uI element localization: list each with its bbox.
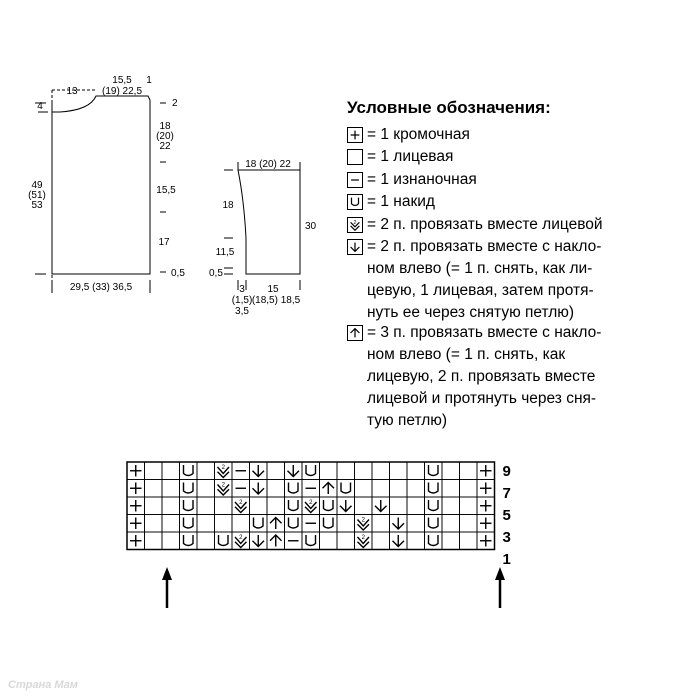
svg-text:2: 2 [361,517,365,524]
chart-cell [302,462,320,480]
chart-cell [302,515,320,533]
back-top-mid-sizes: (19) 22,5 [101,86,143,97]
back-total-height-3: 53 [31,200,43,211]
chart-cell [285,462,303,480]
chart-cell [232,497,250,515]
chart-cell [145,462,163,480]
row-number: 3 [502,529,511,546]
back-total-height-2: (51) [28,190,46,201]
svg-text:2: 2 [239,535,243,541]
chart-cell [145,515,163,533]
back-shoulder-drop: 2 [172,98,178,109]
chart-cell [302,532,320,550]
chart-cell [407,515,425,533]
chart-cell [180,480,198,498]
chart-cell [215,532,233,550]
chart-cell [180,515,198,533]
legend-title: Условные обозначения: [347,98,551,117]
chart-cell [320,532,338,550]
sleeve-upper-left: 18 [222,200,234,211]
chart-cell [162,515,180,533]
chart-cell [390,462,408,480]
chart-cell [197,462,215,480]
chart-cell [267,497,285,515]
chart-cell [407,462,425,480]
legend-item-text: = 1 изнаночная [367,171,477,188]
legend-item-text: = 1 лицевая [367,148,454,165]
legend-item-text: = 2 п. провязать вместе лицевой [367,216,603,233]
chart-cell [337,532,355,550]
legend-item-text: = 2 п. провязать вместе с накло- ном влево (= 1 п. снять, как ли- цевую, 1 лицевая, затем протя- нуть ее через снятую петлю) [367,238,602,321]
chart-cell [355,462,373,480]
chart-cell [442,532,460,550]
arrow-right-icon [495,567,505,608]
chart-cell [232,462,250,480]
sleeve-bottom-small-1: 3 [239,284,245,295]
chart-cell [320,480,338,498]
chart-cell [442,497,460,515]
chart-cell [425,515,443,533]
chart-cell [355,497,373,515]
chart-cell [145,497,163,515]
svg-text:2: 2 [221,482,225,489]
chart-cell [460,462,478,480]
watermark: Страна Мам [8,679,78,691]
legend-item-text: = 1 кромочная [367,126,470,143]
chart-cell [180,497,198,515]
chart-cell [215,497,233,515]
chart-cell [320,515,338,533]
chart-cell [267,532,285,550]
chart-cell [372,532,390,550]
chart-cell [127,497,145,515]
chart-cell [337,480,355,498]
back-side-lower: 17 [158,237,170,248]
chart-cell [355,532,373,550]
chart-cell [372,497,390,515]
chart-cell [477,515,495,533]
chart-cell [215,480,233,498]
chart-cell [180,462,198,480]
chart-cell [442,462,460,480]
chart-cell [267,480,285,498]
chart-cell [407,532,425,550]
chart-cell [285,497,303,515]
svg-text:2: 2 [361,535,365,541]
chart-cell [460,532,478,550]
sleeve-lower-left: 11,5 [215,247,235,258]
chart-cell [285,480,303,498]
chart-cell [250,532,268,550]
chart-cell [197,480,215,498]
svg-text:2: 2 [353,220,357,227]
chart-cell [197,515,215,533]
row-number: 5 [502,507,511,524]
chart-cell [477,497,495,515]
chart-cell [145,480,163,498]
chart-cell [460,515,478,533]
chart-cell [477,532,495,550]
svg-text:2: 2 [309,500,313,506]
chart-cell [390,480,408,498]
chart-cell [127,515,145,533]
sleeve-bottom-small-2: (1,5) [231,295,253,306]
chart-cell [390,497,408,515]
chart-cell [390,532,408,550]
row-number: 1 [502,551,511,568]
row-number: 9 [502,463,511,480]
sleeve-top-width: 18 (20) 22 [245,159,291,170]
chart-cell [285,532,303,550]
chart-cell [320,462,338,480]
chart-cell [232,480,250,498]
svg-text:2: 2 [239,500,243,506]
chart-cell [232,532,250,550]
chart-cell [477,462,495,480]
chart-cell [250,497,268,515]
chart-cell [355,480,373,498]
back-armhole-1: 18 [159,121,171,132]
chart-cell [372,462,390,480]
sleeve-bottom-width-2: (18,5) 18,5 [251,295,301,306]
chart-cell [407,497,425,515]
back-total-height-1: 49 [31,180,43,191]
chart-cell [407,480,425,498]
legend-item-text: = 3 п. провязать вместе с накло- ном влево (= 1 п. снять, как лицевую, 2 п. провязать вместе лицевой и протянуть через сня- тую петлю) [367,324,602,429]
chart-cell [372,515,390,533]
chart-cell [337,515,355,533]
chart-cell [442,480,460,498]
chart-cell [267,515,285,533]
back-top-left-width: 13 [66,86,78,97]
arrow-left-icon [162,567,172,608]
back-bottom-width: 29,5 (33) 36,5 [69,282,133,293]
chart-cell [267,462,285,480]
legend-item-text: = 1 накид [367,193,435,210]
chart-cell [145,532,163,550]
chart-cell [460,480,478,498]
chart-cell [302,480,320,498]
chart-cell [425,462,443,480]
chart-cell [355,515,373,533]
back-hem-right: 0,5 [171,268,185,279]
chart-cell [390,515,408,533]
chart-cell [477,480,495,498]
chart-cell [197,497,215,515]
sleeve-height-right: 30 [305,221,317,232]
sleeve-hem-left: 0,5 [209,268,223,279]
chart-cell [425,532,443,550]
chart-cell [337,497,355,515]
row-number: 7 [502,485,511,502]
chart-cell [197,532,215,550]
chart-cell [425,497,443,515]
chart-cell [425,480,443,498]
back-top-right-small: 1 [146,75,152,86]
chart-cell [232,515,250,533]
chart-cell [215,462,233,480]
chart-cell [215,515,233,533]
svg-text:2: 2 [221,465,225,471]
back-side-upper: 15,5 [156,185,176,196]
chart-cell [285,515,303,533]
chart-cell [460,497,478,515]
chart-cell [320,497,338,515]
chart-cell [162,480,180,498]
sleeve-bottom-width-1: 15 [267,284,279,295]
chart-cell [250,462,268,480]
sleeve-bottom-small-3: 3,5 [235,306,249,317]
chart-cell [127,532,145,550]
back-armhole-3: 22 [159,141,171,152]
back-armhole-2: (20) [156,131,174,142]
chart-cell [127,480,145,498]
chart-cell [302,497,320,515]
chart-cell [250,480,268,498]
chart-cell [372,480,390,498]
chart-cell [127,462,145,480]
back-top-mid-width: 15,5 [112,75,132,86]
chart-cell [162,462,180,480]
back-neck-depth: 4 [37,101,43,112]
chart-cell [442,515,460,533]
chart-cell [162,497,180,515]
chart-cell [337,462,355,480]
chart-cell [250,515,268,533]
chart-cell [180,532,198,550]
chart-cell [162,532,180,550]
